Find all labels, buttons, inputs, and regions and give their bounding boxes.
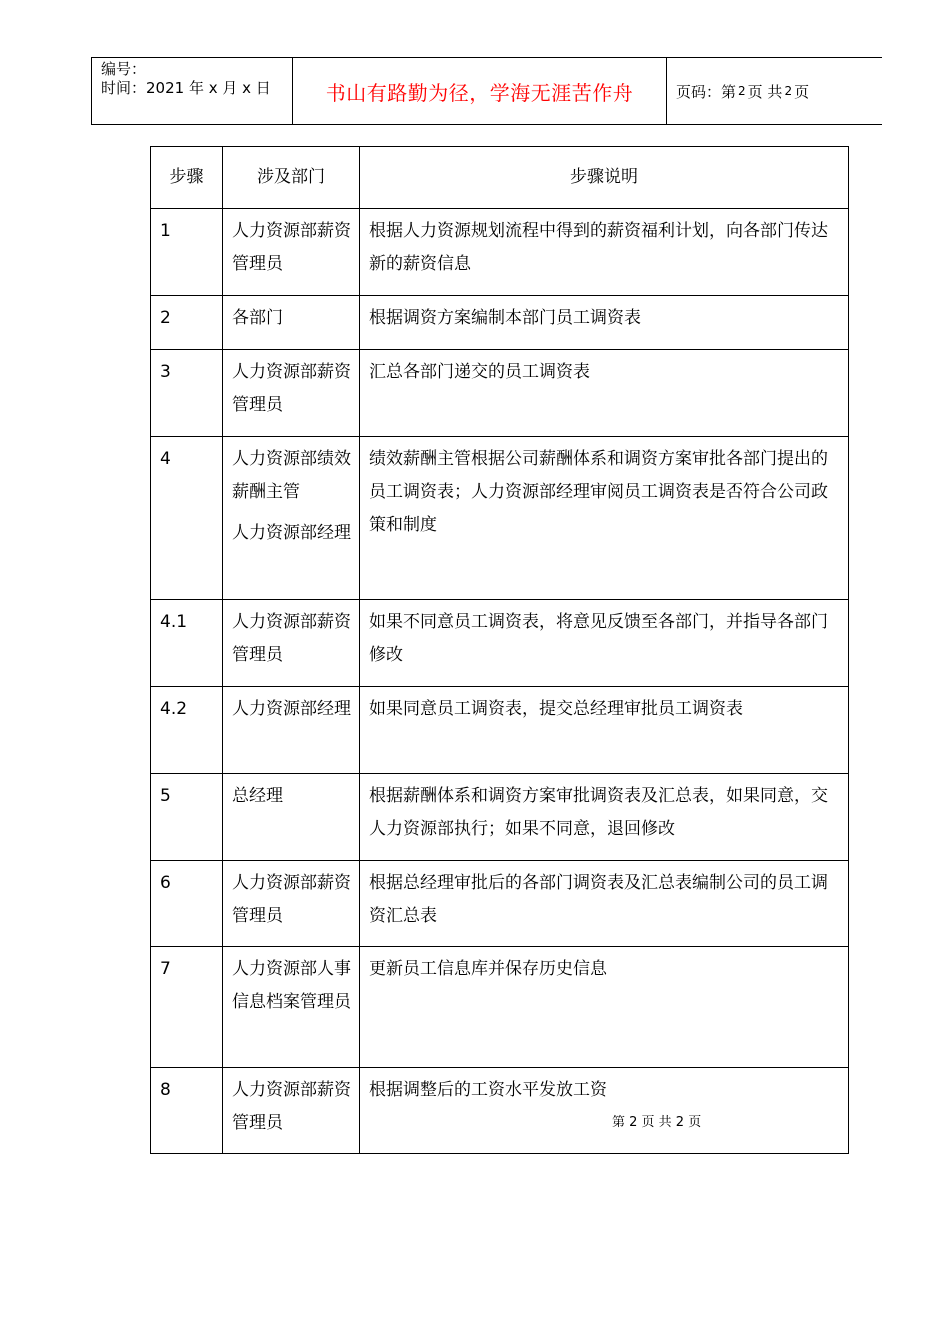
step-description: 根据调整后的工资水平发放工资 [360,1068,849,1154]
step-description: 根据总经理审批后的各部门调资表及汇总表编制公司的员工调资汇总表 [360,861,849,947]
column-header-description: 步骤说明 [360,147,849,209]
department-name: 人力资源部薪资管理员 [232,612,351,665]
step-description: 如果同意员工调资表，提交总经理审批员工调资表 [360,687,849,774]
header-motto: 书山有路勤为径，学海无涯苦作舟 [293,58,667,124]
step-number: 5 [151,774,223,861]
department-name: 各部门 [232,308,283,328]
step-number: 3 [151,350,223,437]
department-name: 人力资源部薪资管理员 [232,362,351,415]
department-name: 人力资源部薪资管理员 [232,873,351,926]
column-header-department: 涉及部门 [223,147,360,209]
header-meta [92,58,293,124]
department-name: 人力资源部经理 [232,699,351,719]
step-number: 6 [151,861,223,947]
table-row [151,1068,849,1154]
table-row [151,947,849,1068]
table-row [151,600,849,687]
department-name: 人力资源部经理 [232,523,351,543]
department-name: 人力资源部人事信息档案管理员 [232,959,351,1012]
step-number: 1 [151,209,223,296]
column-header-step: 步骤 [151,147,223,209]
step-description: 根据薪酬体系和调资方案审批调资表及汇总表，如果同意，交人力资源部执行；如果不同意，退回修改 [360,774,849,861]
step-department [223,437,360,600]
step-description: 更新员工信息库并保存历史信息 [360,947,849,1068]
step-description: 根据人力资源规划流程中得到的薪资福利计划，向各部门传达新的薪资信息 [360,209,849,296]
page-mid: 页 共 [747,82,783,101]
table-row [151,687,849,774]
step-number: 2 [151,296,223,350]
department-name: 人力资源部薪资管理员 [232,1080,351,1133]
page-total: 2 [784,84,793,98]
step-number: 8 [151,1068,223,1154]
step-department [223,600,360,687]
table-row [151,296,849,350]
page-suffix: 页 [794,82,810,101]
header-page-number [667,58,881,124]
step-department [223,947,360,1068]
page-header [91,57,882,125]
page-current: 2 [738,84,746,98]
table-row [151,209,849,296]
step-department [223,861,360,947]
department-name: 人力资源部薪资管理员 [232,221,351,274]
document-time: 时间：2021 年 x 月 x 日 [101,79,271,97]
step-description: 根据调资方案编制本部门员工调资表 [360,296,849,350]
step-description: 绩效薪酬主管根据公司薪酬体系和调资方案审批各部门提出的员工调资表；人力资源部经理审阅员工调资表是否符合公司政策和制度 [360,437,849,600]
step-department [223,296,360,350]
table-row [151,437,849,600]
step-number: 4.2 [151,687,223,774]
document-number-label: 编号： [101,60,147,78]
footer-page-note: 第 2 页 共 2 页 [612,1115,702,1130]
step-description: 汇总各部门递交的员工调资表 [360,350,849,437]
page-prefix: 页码：第 [676,82,737,101]
department-name: 总经理 [232,786,283,806]
step-department [223,1068,360,1154]
steps-table [150,146,849,1154]
department-name: 人力资源部绩效薪酬主管 [232,449,351,502]
table-row [151,861,849,947]
step-number: 4.1 [151,600,223,687]
table-row [151,350,849,437]
step-department [223,774,360,861]
step-department [223,350,360,437]
step-department [223,209,360,296]
step-number: 7 [151,947,223,1068]
step-department [223,687,360,774]
table-row [151,774,849,861]
step-description: 如果不同意员工调资表，将意见反馈至各部门，并指导各部门修改 [360,600,849,687]
table-header-row [151,147,849,209]
step-number: 4 [151,437,223,600]
